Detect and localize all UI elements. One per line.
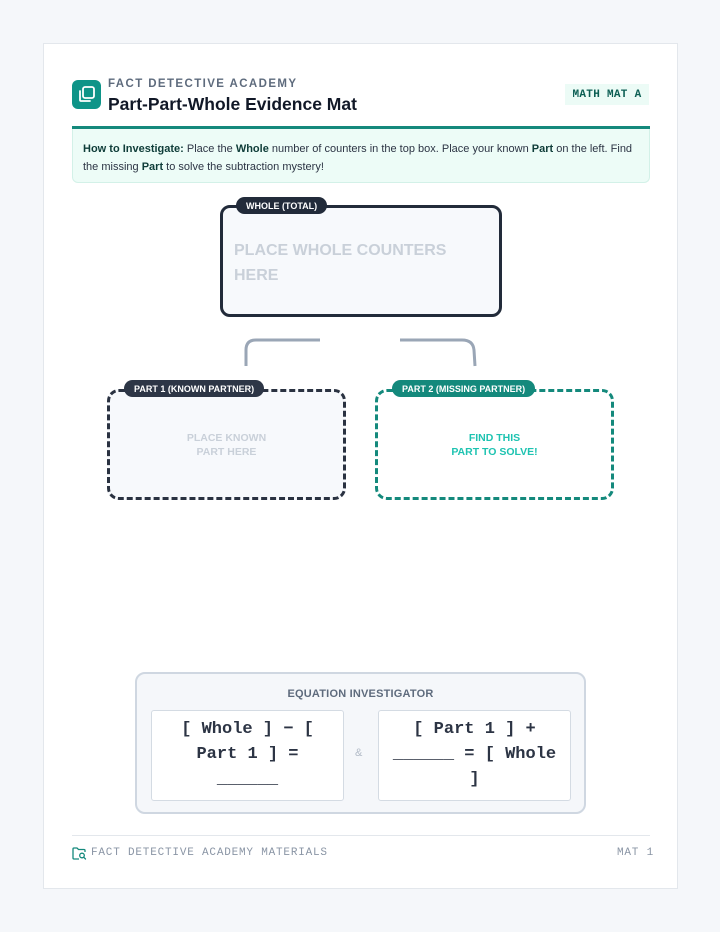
evidence-mat-page bbox=[43, 43, 678, 889]
addition-equation: [ Part 1 ] + ______ = [ Whole ] bbox=[378, 710, 571, 801]
instructions-box bbox=[72, 129, 650, 183]
page-title: Part-Part-Whole Evidence Mat bbox=[108, 94, 357, 114]
part2-line1: FIND THIS bbox=[468, 431, 521, 444]
instructions-bold-part: Part bbox=[531, 143, 554, 155]
part1-line2: PART HERE bbox=[196, 445, 257, 458]
equation-title: EQUATION INVESTIGATOR bbox=[287, 688, 434, 700]
whole-drop-zone[interactable] bbox=[220, 205, 502, 317]
part1-drop-zone[interactable] bbox=[107, 389, 346, 500]
instructions-text: Place the bbox=[183, 143, 236, 155]
part1-line1: PLACE KNOWN bbox=[186, 431, 267, 444]
instructions-bold-whole: Whole bbox=[235, 143, 269, 155]
footer-divider bbox=[72, 835, 650, 836]
academy-name: FACT DETECTIVE ACADEMY bbox=[108, 78, 298, 90]
mat-badge: MATH MAT A bbox=[565, 84, 649, 105]
instructions-bold-part: Part bbox=[141, 161, 164, 173]
instructions-text: on the left. Find the missing bbox=[83, 143, 633, 173]
part2-drop-zone[interactable] bbox=[375, 389, 614, 500]
instructions-label: How to Investigate: bbox=[83, 143, 184, 155]
part2-tag: PART 2 (MISSING PARTNER) bbox=[392, 380, 535, 397]
whole-tag: WHOLE (TOTAL) bbox=[236, 197, 327, 214]
connector-lines bbox=[234, 328, 484, 368]
subtraction-equation: [ Whole ] − [ Part 1 ] = ______ bbox=[151, 710, 344, 801]
part2-line2: PART TO SOLVE! bbox=[451, 445, 538, 458]
instructions-text: to solve the subtraction mystery! bbox=[163, 161, 324, 173]
stacked-cards-icon bbox=[72, 80, 101, 109]
folder-search-icon bbox=[72, 847, 87, 860]
whole-placeholder: PLACE WHOLE COUNTERS HERE bbox=[234, 242, 447, 284]
footer-label: FACT DETECTIVE ACADEMY MATERIALS bbox=[91, 847, 328, 859]
part1-tag: PART 1 (KNOWN PARTNER) bbox=[124, 380, 264, 397]
equation-investigator-panel bbox=[135, 672, 586, 814]
instructions-text: number of counters in the top box. Place your known bbox=[268, 143, 532, 155]
footer-mat-number: MAT 1 bbox=[617, 847, 655, 859]
equation-separator: & bbox=[355, 747, 363, 759]
